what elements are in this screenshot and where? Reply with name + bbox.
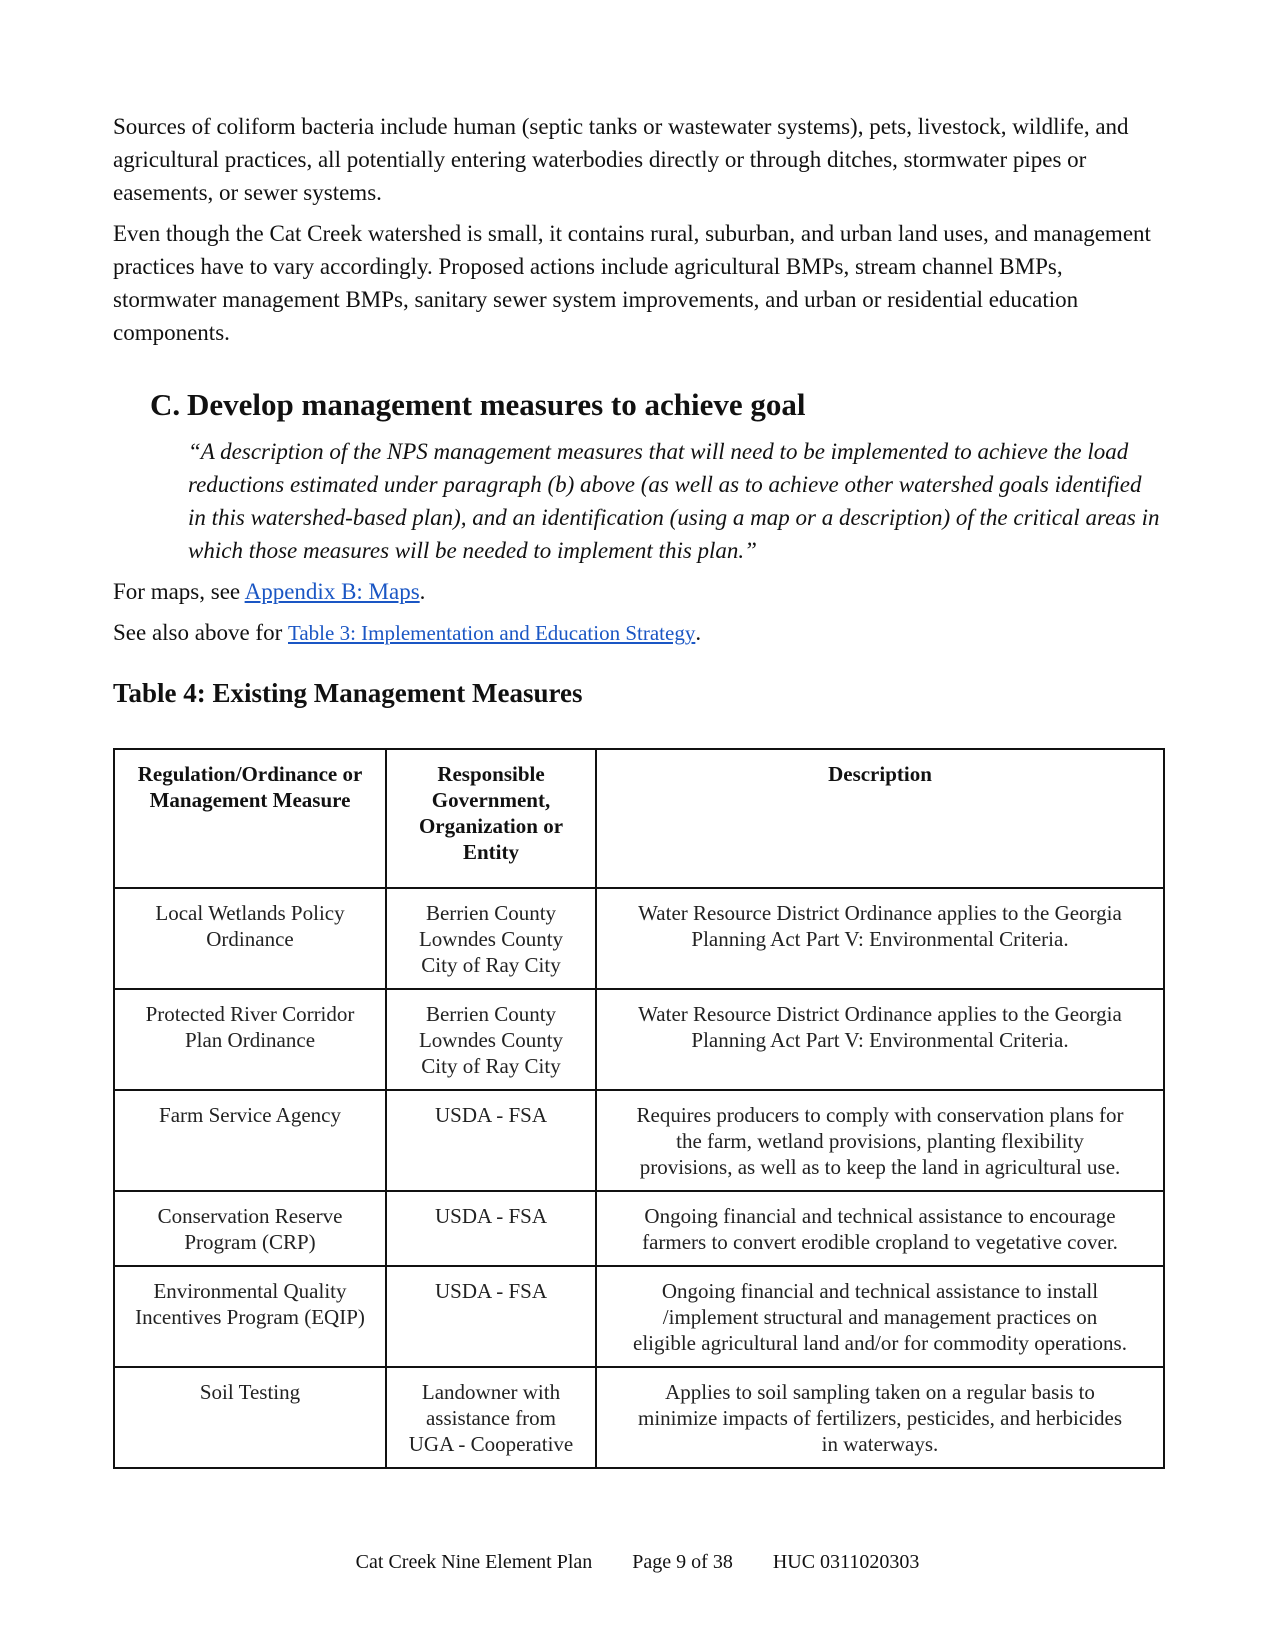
cell-line: Ongoing financial and technical assistance to install: [661, 1279, 1099, 1303]
cell-line: Applies to soil sampling taken on a regular basis to: [665, 1380, 1095, 1404]
cell-line: Protected River Corridor: [145, 1002, 355, 1026]
maps-line-suffix: .: [419, 579, 426, 604]
cell-line: Berrien County: [425, 1002, 557, 1026]
cell-line: Berrien County: [425, 901, 557, 925]
cell-line: Lowndes County: [418, 1028, 564, 1052]
cell-description: [596, 1191, 1164, 1266]
footer-huc: HUC 0311020303: [772, 1551, 920, 1573]
table-header-row: [114, 749, 1164, 888]
header-entity: [386, 749, 596, 888]
table-row: [114, 1090, 1164, 1191]
maps-line-prefix: For maps, see: [113, 579, 245, 604]
cell-line: /implement structural and management practices on: [662, 1305, 1098, 1329]
cell-measure: [114, 989, 386, 1090]
cell-line: City of Ray City: [421, 1054, 561, 1078]
footer-page-number: Page 9 of 38: [632, 1551, 733, 1573]
cell-line: Landowner with: [421, 1380, 561, 1404]
cell-entity: [386, 1266, 596, 1367]
cell-line: Plan Ordinance: [184, 1028, 316, 1052]
cell-line: City of Ray City: [421, 953, 561, 977]
cell-line: USDA - FSA: [434, 1279, 548, 1303]
cell-line: Environmental Quality: [153, 1279, 347, 1303]
header-measure: [114, 749, 386, 888]
cell-entity: [386, 888, 596, 989]
cell-entity: [386, 1191, 596, 1266]
table-row: [114, 989, 1164, 1090]
see-also-prefix: See also above for: [113, 620, 288, 645]
cell-line: the farm, wetland provisions, planting flexibility: [676, 1129, 1084, 1153]
header-line: Management Measure: [149, 788, 351, 812]
table-row: [114, 888, 1164, 989]
cell-line: Incentives Program (EQIP): [135, 1305, 365, 1329]
document-page: [113, 110, 1163, 1469]
section-title: Develop management measures to achieve goal: [187, 387, 806, 422]
cell-line: eligible agricultural land and/or for commodity operations.: [633, 1331, 1127, 1355]
cell-measure: [114, 1090, 386, 1191]
appendix-b-maps-link[interactable]: Appendix B: Maps: [244, 579, 420, 604]
cell-description: [596, 1266, 1164, 1367]
cell-line: Planning Act Part V: Environmental Criteria.: [691, 1028, 1069, 1052]
paragraph-land-uses: Even though the Cat Creek watershed is small, it contains rural, suburban, and urban land uses, and management practices have to vary accordingly. Proposed actions include agricultural BMPs, stream channel BMPs, stormwater management BMPs, sanitary sewer system improvements, and urban or residential education components.: [113, 221, 1151, 345]
see-also-suffix: .: [695, 620, 702, 645]
section-quote: “A description of the NPS management measures that will need to be implemented to achieve the load reductions estimated under paragraph (b) above (as well as to achieve other watershed goals identified in this watershed-based plan), and an identification (using a map or a description) of the critical areas in which those measures will be needed to implement this plan.”: [188, 439, 1160, 563]
cell-line: Lowndes County: [418, 927, 564, 951]
cell-line: Planning Act Part V: Environmental Criteria.: [691, 927, 1069, 951]
cell-line: provisions, as well as to keep the land in agricultural use.: [639, 1155, 1121, 1179]
cell-description: [596, 1367, 1164, 1468]
header-line: Organization or: [418, 814, 564, 838]
header-line: Description: [828, 762, 932, 786]
cell-line: UGA - Cooperative: [408, 1432, 574, 1456]
cell-line: Conservation Reserve: [157, 1204, 343, 1228]
table-3-link[interactable]: Table 3: Implementation and Education Strategy: [288, 621, 696, 645]
cell-line: Soil Testing: [199, 1380, 301, 1404]
header-line: Regulation/Ordinance or: [137, 762, 363, 786]
table-row: [114, 1367, 1164, 1468]
cell-line: minimize impacts of fertilizers, pesticides, and herbicides: [637, 1406, 1122, 1430]
cell-measure: [114, 888, 386, 989]
cell-line: Ongoing financial and technical assistance to encourage: [644, 1204, 1116, 1228]
cell-line: Requires producers to comply with conservation plans for: [636, 1103, 1124, 1127]
cell-description: [596, 888, 1164, 989]
cell-line: USDA - FSA: [434, 1103, 548, 1127]
see-also-line: [113, 616, 1163, 650]
maps-line: [113, 575, 1163, 608]
cell-line: in waterways.: [821, 1432, 939, 1456]
table-title: Table 4: Existing Management Measures: [113, 678, 583, 708]
cell-description: [596, 1090, 1164, 1191]
header-description: [596, 749, 1164, 888]
cell-measure: [114, 1367, 386, 1468]
header-line: Responsible: [437, 762, 545, 786]
cell-entity: [386, 1367, 596, 1468]
cell-line: assistance from: [425, 1406, 557, 1430]
cell-line: Ordinance: [206, 927, 294, 951]
cell-measure: [114, 1191, 386, 1266]
table-row: [114, 1266, 1164, 1367]
cell-line: Water Resource District Ordinance applies to the Georgia: [638, 901, 1122, 925]
cell-description: [596, 989, 1164, 1090]
management-measures-table: [113, 748, 1165, 1469]
cell-line: Program (CRP): [184, 1230, 316, 1254]
table-row: [114, 1191, 1164, 1266]
section-letter: C.: [150, 387, 181, 422]
cell-line: Water Resource District Ordinance applies to the Georgia: [638, 1002, 1122, 1026]
cell-line: farmers to convert erodible cropland to vegetative cover.: [642, 1230, 1118, 1254]
cell-entity: [386, 1090, 596, 1191]
page-footer: [0, 1549, 1275, 1575]
section-heading: [150, 385, 1163, 425]
cell-entity: [386, 989, 596, 1090]
header-line: Government,: [431, 788, 551, 812]
cell-measure: [114, 1266, 386, 1367]
header-line: Entity: [462, 840, 519, 864]
cell-line: Local Wetlands Policy: [155, 901, 345, 925]
footer-plan-name: Cat Creek Nine Element Plan: [355, 1551, 593, 1573]
cell-line: Farm Service Agency: [159, 1103, 341, 1127]
cell-line: USDA - FSA: [434, 1204, 548, 1228]
paragraph-coliform-sources: Sources of coliform bacteria include human (septic tanks or wastewater systems), pets, livestock, wildlife, and agricultural practices, all potentially entering waterbodies directly or through ditches, stormwater pipes or easements, or sewer systems.: [113, 114, 1129, 205]
